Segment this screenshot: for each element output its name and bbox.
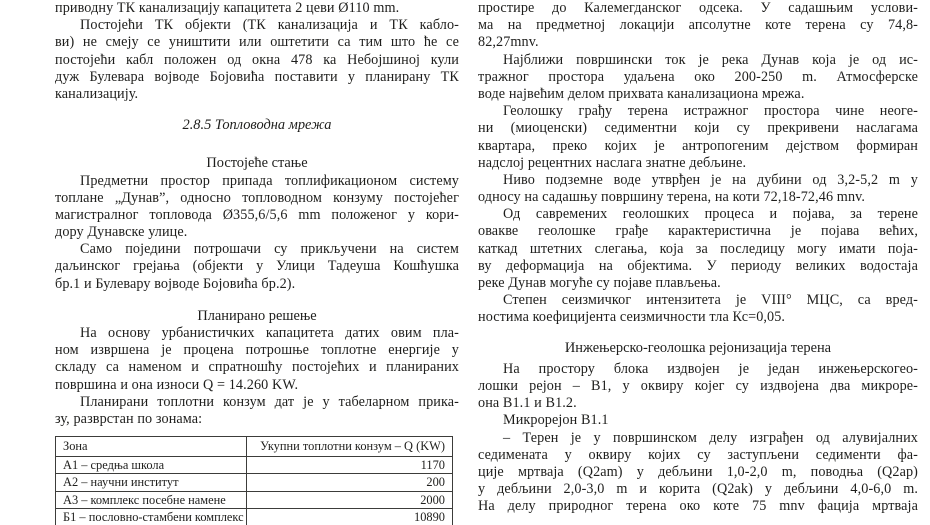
- table-header-cell: Укупни топлотни конзум – Q (KW): [247, 437, 453, 457]
- text-line: дору Дунавске улице.: [55, 224, 188, 241]
- vertical-space: [55, 103, 459, 117]
- text-line: зу, разврстан по зонама:: [55, 410, 203, 427]
- heat-consumption-table: [55, 436, 453, 525]
- text-line: бр.1 и Булевару војводе Бојовића бр.2).: [55, 275, 296, 292]
- text-line: лошки рејон – В1, у оквиру којег су издвојена два микроре-: [478, 377, 918, 394]
- text-line: складу са наменом и спратношћу постојећих и планираних: [55, 359, 459, 376]
- table-row: [56, 491, 453, 509]
- section-heading: Планирано решење: [197, 307, 317, 324]
- text-line: површина и она износи Q = 14.260 KW.: [55, 376, 299, 393]
- section-number-heading: 2.8.5 Топловодна мрежа: [182, 117, 332, 134]
- text-line: канализацију.: [55, 85, 139, 102]
- table-header-row: [56, 437, 453, 457]
- text-line: односу на садашњу површину терена, на коти 72,18-72,46 mnv.: [478, 189, 866, 206]
- text-line: ције мртваја (Q2am) у дебљини 1,0-2,0 m, поводња (Q2ap): [478, 463, 918, 480]
- consumption-value-cell: 10890: [247, 509, 453, 525]
- table-row: [56, 456, 453, 474]
- text-line: она В1.1 и В1.2.: [478, 395, 577, 412]
- text-line: ма на предметној локацији апсолутне коте терена су 74,8-: [478, 17, 918, 34]
- text-line: Микрорејон В1.1: [503, 412, 609, 429]
- table-header-cell: Зона: [56, 437, 247, 457]
- zone-cell: А3 – комплекс посебне намене: [56, 491, 247, 509]
- left-column: [55, 0, 459, 525]
- text-line: тражног простора удаљена око 200-250 m. Атмосферске: [478, 68, 918, 85]
- vertical-space: [55, 293, 459, 308]
- text-line: Планирани топлотни конзум дат је у табеларном прика-: [80, 393, 459, 410]
- text-line: На делу природног терена око коте 75 mnv фација мртваја: [478, 498, 918, 515]
- text-line: реке Дунав могуће су појаве плављења.: [478, 275, 721, 291]
- vertical-space: [478, 327, 918, 340]
- text-line: у дебљини 2,0-3,0 m и корита (Q2ak) у дебљини 4,0-6,0 m.: [478, 481, 918, 498]
- vertical-space: [55, 134, 459, 155]
- text-line: каткад штетних слегања, која за последицу могу имати поја-: [478, 240, 918, 257]
- text-line: простире до Калемегданског одсека. У садашњим услови-: [478, 0, 918, 16]
- text-line: – Терен је у површинском делу изграђен од алувијалних: [503, 429, 918, 446]
- section-heading: Инжењерско-геолошка рејонизација терена: [564, 339, 832, 356]
- text-line: ном извршена је процена потрошње топлотне енергије у: [55, 342, 459, 359]
- text-line: На простору блока издвојен је један инжењерскогео-: [503, 360, 918, 377]
- text-line: ностима коефицијента сеизмичности тла Кс=0,05.: [478, 309, 786, 326]
- text-line: седимената у оквиру којих су заступљени седименти фа-: [478, 446, 918, 463]
- text-line: ву деформација на објектима. У периоду великих водостаја: [478, 257, 918, 274]
- text-line: Постојећи ТК објекти (ТК канализација и ТК кабло-: [80, 17, 459, 34]
- zone-cell: Б1 – пословно-стамбени комплекс: [56, 509, 247, 525]
- text-line: топлане „Дунав”, односно топловодном конзуму постојећег: [55, 189, 459, 206]
- text-line: приводну ТК канализацију капацитета 2 цеви Ø110 mm.: [55, 0, 400, 16]
- text-line: Најближи површински ток је река Дунав која је од ис-: [503, 51, 918, 68]
- text-line: ви) не смеју се уништити или оштетити са тим што ће се: [55, 34, 459, 51]
- text-line: воде највећим делом прихвата канализациона мрежа.: [478, 85, 805, 102]
- text-line: Степен сеизмичког интензитета је VIII° МЦС, са вред-: [503, 292, 918, 309]
- text-line: Ниво подземне воде утврђен је на дубини од 3,2-5,2 m у: [503, 171, 918, 188]
- text-line: даљинског грејања (објекти у Улици Тадеуша Кошћушка: [55, 258, 459, 275]
- text-line: Само поједини потрошачи су прикључени на систем: [80, 241, 459, 258]
- right-column: [478, 0, 918, 515]
- consumption-value-cell: 1170: [247, 456, 453, 474]
- text-line: Геолошку грађу терена истражног простора чине неоге-: [503, 103, 918, 120]
- text-line: ни (миоценски) седиментни који су прекривени наслагама: [478, 120, 918, 137]
- section-heading: Постојеће стање: [206, 155, 308, 172]
- table-row: [56, 474, 453, 492]
- text-line: 82,27mnv.: [478, 34, 539, 51]
- consumption-value-cell: 2000: [247, 491, 453, 509]
- text-line: На основу урбанистичких капацитета датих овим пла-: [80, 325, 459, 341]
- text-line: овакве геолошке грађе карактеристична је појава већих,: [478, 223, 918, 240]
- text-line: магистралног топловода Ø355,6/5,6 mm положеног у кори-: [55, 206, 459, 223]
- text-line: дуж Булевара војводе Бојовића поставити у планирану ТК: [55, 68, 459, 85]
- text-line: надслој рецентних наслага знатне дебљине.: [478, 154, 747, 171]
- text-line: квартара, преко којих је антропогеним дејством формиран: [478, 137, 918, 154]
- text-line: постојећи кабл положен од окна 478 ка Небојшиној кули: [55, 51, 459, 68]
- zone-cell: А2 – научни институт: [56, 474, 247, 492]
- consumption-value-cell: 200: [247, 474, 453, 492]
- text-line: Од савремених геолошких процеса и појава, за терене: [503, 206, 918, 223]
- zone-cell: А1 – средња школа: [56, 456, 247, 474]
- table-row: [56, 509, 453, 525]
- text-line: Предметни простор припада топлификационом систему: [80, 172, 459, 189]
